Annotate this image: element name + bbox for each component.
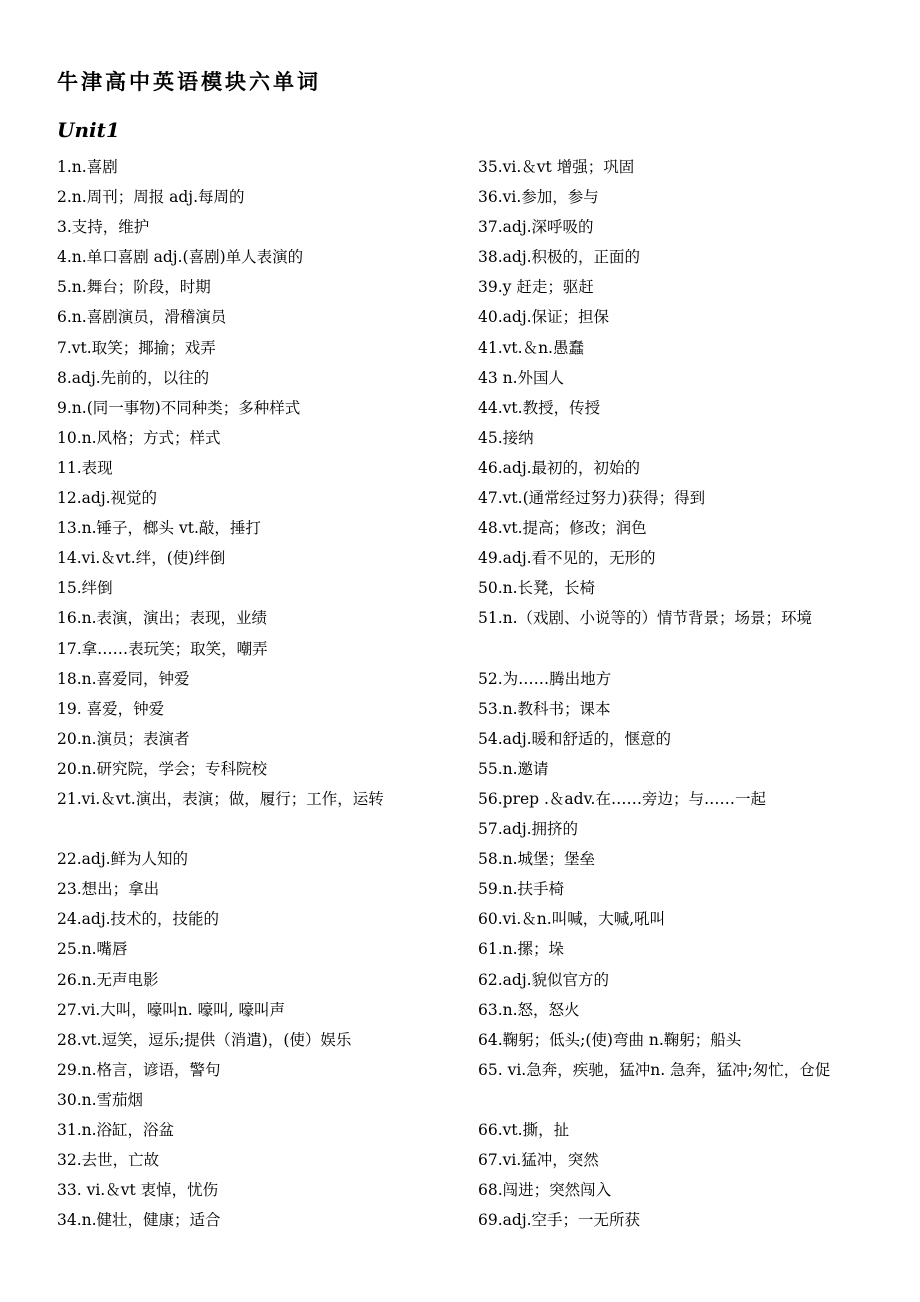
list-item: 56.prep .＆adv.在……旁边；与……一起 <box>478 789 766 808</box>
list-item: 30.n.雪茄烟 <box>57 1090 144 1109</box>
list-item: 58.n.城堡；堡垒 <box>478 850 596 869</box>
list-item: 23.想出；拿出 <box>57 880 160 899</box>
list-item: 21.vi.＆vt.演出，表演；做，履行；工作，运转 <box>57 789 384 808</box>
list-item: 9.n.(同一事物)不同种类；多种样式 <box>57 398 301 417</box>
list-item: 16.n.表演，演出；表现，业绩 <box>57 609 268 628</box>
list-item: 35.vi.＆vt 增强；巩固 <box>478 158 635 176</box>
list-item: 46.adj.最初的，初始的 <box>478 458 641 477</box>
list-item: 49.adj.看不见的，无形的 <box>478 549 656 568</box>
list-item: 61.n.摞；垛 <box>478 940 565 959</box>
list-item: 47.vt.(通常经过努力)获得；得到 <box>478 489 706 508</box>
list-item: 57.adj.拥挤的 <box>478 820 579 839</box>
list-item: 20.n.演员；表演者 <box>57 729 190 748</box>
list-item: 31.n.浴缸，浴盆 <box>57 1121 175 1139</box>
list-item: 27.vi.大叫，嚎叫n. 嚎叫, 嚎叫声 <box>57 1000 285 1019</box>
list-item: 69.adj.空手；一无所获 <box>478 1211 641 1230</box>
list-item: 1.n.喜剧 <box>57 158 118 176</box>
list-item: 28.vt.逗笑，逗乐;提供（消遣)，(使）娱乐 <box>57 1030 352 1049</box>
list-item: 55.n.邀请 <box>478 759 549 778</box>
list-item: 6.n.喜剧演员，滑稽演员 <box>57 308 227 327</box>
list-item: 18.n.喜爱同，钟爱 <box>57 669 190 688</box>
list-item: 32.去世，亡故 <box>57 1151 160 1170</box>
list-item: 44.vt.教授，传授 <box>478 398 601 417</box>
list-item: 48.vt.提高；修改；润色 <box>478 519 647 538</box>
list-item: 19. 喜爱，钟爱 <box>57 699 165 718</box>
list-item: 10.n.风格；方式；样式 <box>57 428 221 447</box>
right-vocabulary-column <box>478 152 878 1235</box>
list-item: 36.vi.参加，参与 <box>478 188 599 207</box>
list-item: 39.y 赶走；驱赶 <box>478 278 594 297</box>
list-item: 59.n.扶手椅 <box>478 880 565 899</box>
list-item: 54.adj.暖和舒适的，惬意的 <box>478 729 672 748</box>
list-item: 12.adj.视觉的 <box>57 489 158 508</box>
list-item: 13.n.锤子，榔头 vt.敲，捶打 <box>57 519 261 538</box>
list-item: 37.adj.深呼吸的 <box>478 218 594 237</box>
list-item: 8.adj.先前的，以往的 <box>57 368 210 387</box>
list-item: 15.绊倒 <box>57 579 113 598</box>
list-item: 68.闯进；突然闯入 <box>478 1181 612 1200</box>
list-item: 45.接纳 <box>478 428 534 447</box>
list-item: 53.n.教科书；课本 <box>478 699 611 718</box>
list-item: 66.vt.撕，扯 <box>478 1121 570 1139</box>
list-item: 65. vi.急奔，疾驰，猛冲n. 急奔，猛冲;匆忙，仓促 <box>478 1060 831 1079</box>
list-item: 38.adj.积极的，正面的 <box>478 248 641 267</box>
list-item: 17.拿……表玩笑；取笑，嘲弄 <box>57 639 268 658</box>
list-item: 62.adj.貌似官方的 <box>478 970 610 989</box>
list-item: 52.为……腾出地方 <box>478 669 612 688</box>
list-item: 20.n.研究院，学会；专科院校 <box>57 759 268 778</box>
list-item: 51.n.（戏剧、小说等的）情节背景；场景；环境 <box>478 609 813 628</box>
list-item: 40.adj.保证；担保 <box>478 308 610 327</box>
list-item: 26.n.无声电影 <box>57 970 159 989</box>
list-item: 4.n.单口喜剧 adj.(喜剧)单人表演的 <box>57 248 304 267</box>
list-item: 63.n.怒，怒火 <box>478 1000 580 1019</box>
list-item: 5.n.舞台；阶段，时期 <box>57 278 211 297</box>
list-item: 33. vi.＆vt 衷悼，忧伤 <box>57 1181 219 1200</box>
list-item: 64.鞠躬；低头;(使)弯曲 n.鞠躬；船头 <box>478 1030 742 1049</box>
list-item: 22.adj.鲜为人知的 <box>57 850 189 869</box>
list-item: 11.表现 <box>57 458 113 477</box>
list-item: 60.vi.＆n.叫喊，大喊,吼叫 <box>478 910 666 929</box>
list-item: 25.n.嘴唇 <box>57 940 128 959</box>
list-item: 2.n.周刊；周报 adj.每周的 <box>57 188 245 207</box>
list-item: 41.vt.＆n.愚蠢 <box>478 338 584 357</box>
list-item: 29.n.格言，谚语，警句 <box>57 1060 221 1079</box>
page-title: 牛津高中英语模块六单词 <box>57 69 321 94</box>
list-item: 24.adj.技术的，技能的 <box>57 910 220 929</box>
unit-heading: Unit1 <box>57 118 120 142</box>
list-item: 43 n.外国人 <box>478 368 565 387</box>
list-item: 3.支持，维护 <box>57 218 150 237</box>
list-item: 14.vi.＆vt.绊，(使)绊倒 <box>57 549 226 568</box>
list-item: 34.n.健壮，健康；适合 <box>57 1211 221 1230</box>
left-vocabulary-column <box>57 152 457 1235</box>
list-item: 7.vt.取笑；揶揄；戏弄 <box>57 338 216 357</box>
list-item: 67.vi.猛冲，突然 <box>478 1151 599 1170</box>
list-item: 50.n.长凳，长椅 <box>478 579 596 598</box>
